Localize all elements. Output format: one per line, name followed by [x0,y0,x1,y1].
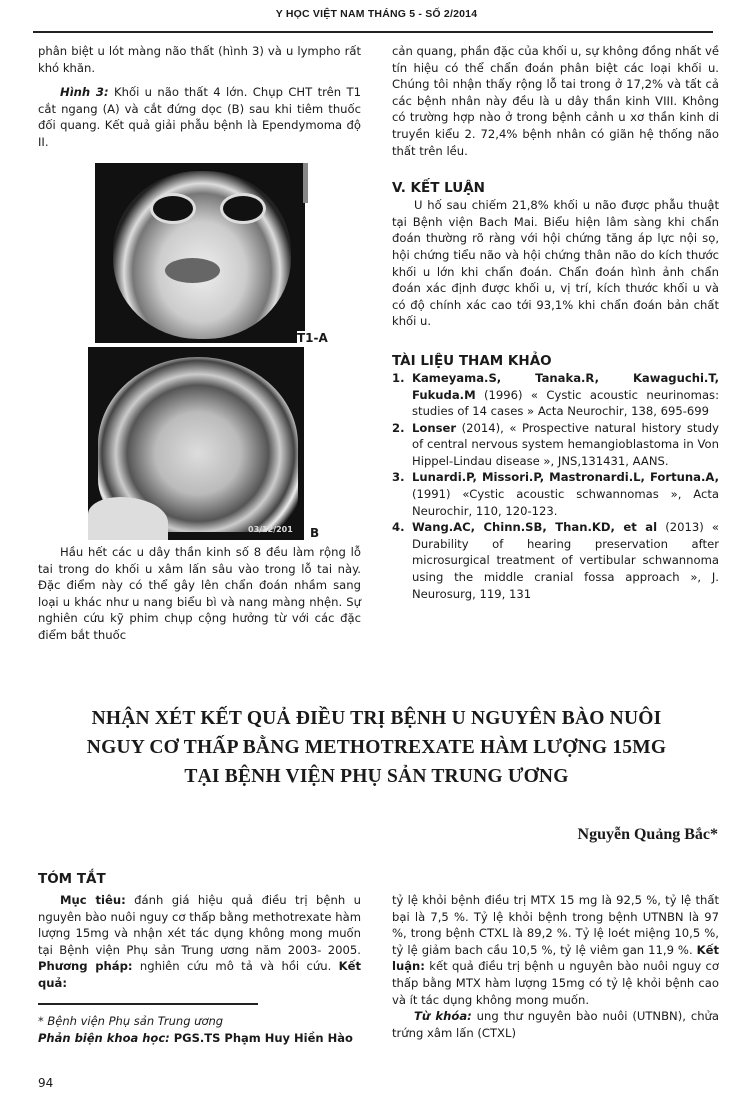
title-line: NGUY CƠ THẤP BẰNG METHOTREXATE HÀM LƯỢNG 15MG [86,737,667,758]
reference-item [392,420,719,470]
scan-date-stamp: 03/12/201 [248,525,293,534]
conclusion-label: Kết luận: [392,942,719,974]
keywords [392,1008,719,1041]
reference-item [392,469,719,519]
title-line: NHẬN XÉT KẾT QUẢ ĐIỀU TRỊ BỆNH U NGUYÊN BÀO NUÔI [91,708,662,729]
conclusion-paragraph: U hố sau chiếm 21,8% khối u não được phẫu thuật tại Bệnh viện Bach Mai. Biểu hiện lâm sàng khi chẩn đoán thường rõ ràng với hội chứng tăng áp lực nội sọ, hội chứng tiểu não và hội chứng thân não do kích thước khối u lớn khi chẩn đoán. Chẩn đoán hình ảnh chẩn đoán xác định được khối u, vị trí, kích thước khối u và có độ chính xác cao tới 93,1% khi chẩn đoán bản chất khối u. [392,198,719,329]
image-a-label: T1-A [297,331,328,345]
abstract-paragraph [38,892,361,992]
objective-label: Mục tiêu: [60,893,126,907]
keywords-text: ung thư nguyên bào nuôi (UTNBN), chửa trứng xâm lấn (CTXL) [392,1009,719,1040]
conclusion-text: kết quả điều trị bệnh u nguyên bào nuôi nguy cơ thấp bằng MTX hàm lượng 15mg có tỷ lệ khỏi bệnh cao và ít tác dụng không mong muốn. [392,959,719,1007]
paragraph: cản quang, phần đặc của khối u, sự không đồng nhất về tín hiệu có thể chẩn đoán phân biệt các loại khối u. Chúng tôi nhận thấy rộng lỗ tai trong ở 17,2% và tất cả các bệnh nhân này đều là u dây thần kinh VIII. Không có trường hợp nào ở trong bệnh cảnh u xơ thần kinh di truyền kiểu 2. 72,4% bệnh nhân có giãn hệ thống não thất trên lều. [392,44,719,158]
caption-text: Khối u não thất 4 lớn. Chụp CHT trên T1 cắt ngang (A) và cắt đứng dọc (B) sau khi tiêm thuốc đối quang. Kết quả giải phẫu bệnh là Ependymoma độ II. [38,85,361,149]
section-heading-references: TÀI LIỆU THAM KHẢO [392,352,552,369]
scan-edge-mark [303,163,308,203]
method-label: Phương pháp: [38,959,133,974]
header-divider [33,31,713,33]
ref-authors: Wang.AC, Chinn.SB, Than.KD, et al [412,520,658,535]
left-column-bottom [38,544,361,644]
left-column-top [38,43,361,151]
ref-text: (1996) « Cystic acoustic neurinomas: studies of 14 cases » Acta Neurochir, 138, 695-699 [412,387,719,419]
ref-number: 4. [392,520,405,535]
ref-authors: Lunardi.P, Missori.P, Mastronardi.L, Fortuna.A, [412,470,719,485]
article-author: Nguyễn Quảng Bắc* [577,826,718,843]
image-b-label: B [310,526,320,540]
paragraph: phân biệt u lót màng não thất (hình 3) và u lympho rất khó khăn. [38,44,361,75]
method-text: nghiên cứu mô tả và hồi cứu. [132,959,339,974]
paragraph: Hầu hết các u dây thần kinh số 8 đều làm rộng lỗ tai trong do khối u xâm lấn sâu vào trong lỗ tai này. Đặc điểm này có thể gây lên chẩn đoán nhầm sang loại u khác như u nang biểu bì và nang màng nhện. Sự nghiên cứu kỹ phim chụp cộng hưởng từ với các đặc điểm bắt thuốc [38,545,361,642]
result-label: Kết quả: [38,959,362,990]
footnote-divider [38,1003,258,1005]
reference-item [392,519,719,602]
section-heading-conclusion: V. KẾT LUẬN [392,180,485,197]
ref-authors: Kameyama.S, Tanaka.R, Kawaguchi.T, Fukuda.M [412,370,719,402]
abstract-right [392,892,719,1041]
reference-item [392,370,719,420]
mri-image-axial [95,163,305,343]
page-number: 94 [38,1076,54,1090]
figure-label: Hình 3: [60,85,109,100]
right-column-top [392,43,719,602]
journal-header: Y HỌC VIỆT NAM THÁNG 5 - SỐ 2/2014 [275,8,478,20]
ref-number: 2. [392,420,405,435]
ref-text: (1991) «Cystic acoustic schwannomas », Acta Neurochir, 110, 120-123. [412,487,719,518]
reviewer-label: Phản biện khoa học: [38,1031,170,1045]
result-text: tỷ lệ khỏi bệnh điều trị MTX 15 mg là 92,5 %, tỷ lệ thất bại là 7,5 %. Tỷ lệ khỏi bệnh trong bệnh UTNBN là 97 %, trong bệnh CTXL là 89,2 %. Tỷ lệ loét miệng 10,5 %, tỷ lệ giảm bach cầu 10,5 %, tỷ lệ viêm gan 11,9 %. [392,893,719,957]
mri-image-sagittal [88,347,304,540]
reviewer-name: PGS.TS Phạm Huy Hiền Hào [169,1031,353,1045]
footnote [38,1013,353,1047]
reference-list [392,370,719,602]
title-line: TẠI BỆNH VIỆN PHỤ SẢN TRUNG ƯƠNG [184,766,569,787]
objective-text: đánh giá hiệu quả điều trị bệnh u nguyên bào nuôi nguy cơ thấp bằng methotrexate hàm lượng 15mg và nhận xét tác dụng không mong muốn tại Bệnh viện Phụ sản Trung ương năm 2003- 2005. [38,893,361,957]
keywords-label: Từ khóa: [414,1009,472,1024]
abstract-continued [392,892,719,1008]
summary-heading: TÓM TẮT [38,871,106,887]
ref-authors: Lonser [412,420,457,435]
author-affiliation: * Bệnh viện Phụ sản Trung ương [38,1014,224,1028]
figure-caption [38,84,361,150]
ref-text: (2014), « Prospective natural history study of central nervous system hemangioblastoma in Von Hippel-Lindau disease », JNS,131431, AANS. [412,420,719,468]
ref-number: 1. [392,370,405,385]
ref-number: 3. [392,470,405,485]
article-title [0,704,753,791]
abstract-left [38,870,361,992]
ref-text: (2013) « Durability of hearing preservation after microsurgical treatment of vertibular schwannoma using the middle cranial fossa approach », J. Neurosurg, 119, 131 [412,520,719,601]
